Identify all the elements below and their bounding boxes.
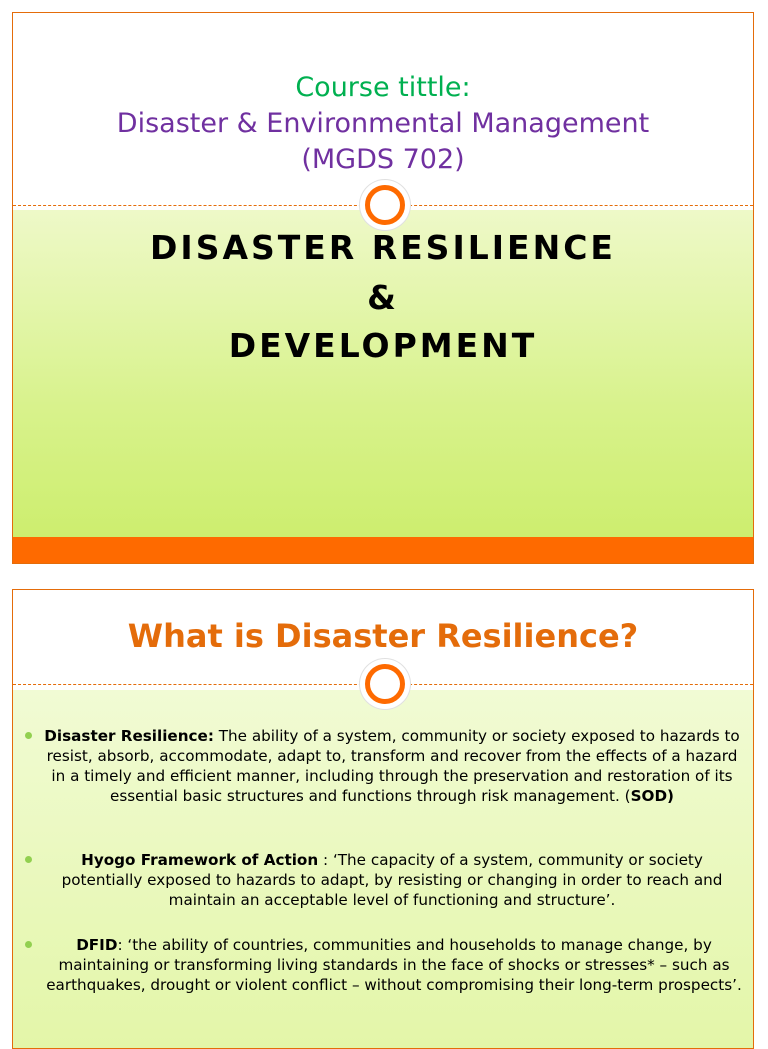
content-slide-body [13,690,753,1049]
slide-title-line-3: DEVELOPMENT [228,326,538,365]
title-slide [12,12,754,564]
bullet-term: Disaster Resilience: [44,727,214,745]
bullet-icon [25,732,32,739]
bullet-text: : ‘The capacity of a system, community or society potentially exposed to hazards to adapt, by resisting or changing in order to reach and maintain an acceptable level of functioning and structure’. [61,851,723,909]
bullet-item [39,726,745,806]
bullet-icon [25,856,32,863]
slide-title-line-2: & [367,278,399,317]
bullet-text: : ‘the ability of countries, communities and households to manage change, by maintaining or transforming living standards in the face of shocks or stresses* – such as earthquakes, drought or violent conflict – without compromising their long-term prospects’. [46,936,742,994]
ring-icon [365,664,405,704]
bullet-term: DFID [76,936,118,954]
slide-heading: What is Disaster Resilience? [127,617,639,655]
slide-title-line-1: DISASTER RESILIENCE [150,228,616,267]
course-label: Course tittle: [295,72,471,103]
accent-bar [13,537,753,564]
course-name: Disaster & Environmental Management [116,108,650,139]
bullet-source: SOD) [630,787,674,805]
title-slide-header [13,13,753,205]
bullet-item [39,850,745,910]
bullet-text: The ability of a system, community or society exposed to hazards to resist, absorb, accommodate, adapt to, transform and recover from the effects of a hazard in a timely and efficient manner, including through the preservation and restoration of its essential basic structures and functions through risk management. ( [46,727,740,805]
bullet-term: Hyogo Framework of Action [81,851,319,869]
ring-icon [365,185,405,225]
title-slide-body [13,210,753,538]
bullet-item [31,935,754,995]
content-slide [12,589,754,1049]
course-code: (MGDS 702) [301,144,465,175]
